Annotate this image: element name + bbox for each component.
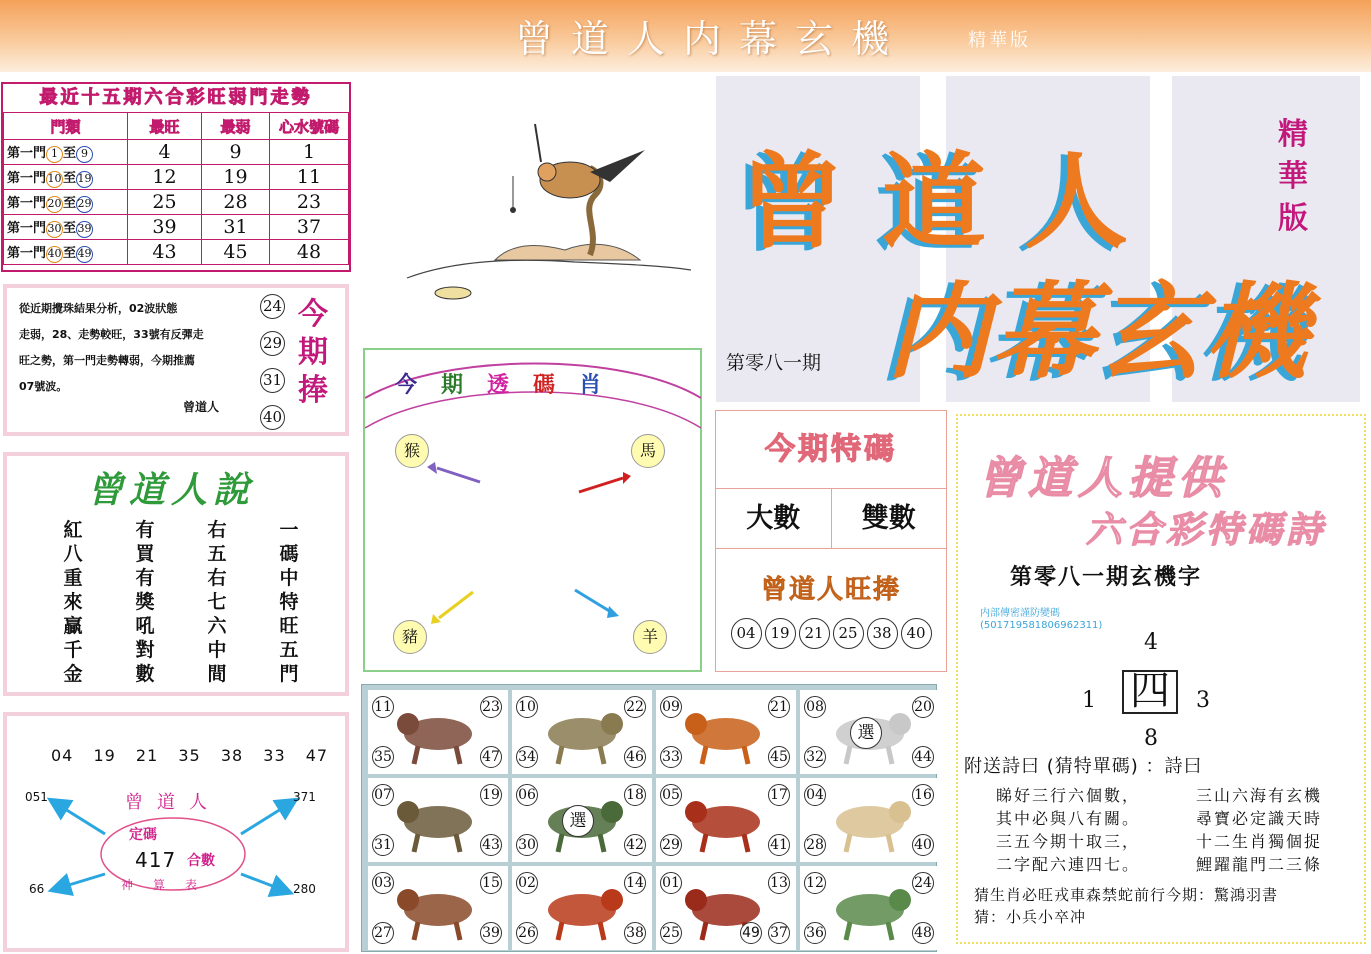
sayings-title: 曾道人說 — [87, 469, 256, 511]
trend-row — [4, 190, 349, 215]
special-number: 25 — [833, 618, 864, 649]
trend-cold: 31 — [202, 215, 270, 240]
zodiac-number: 46 — [624, 746, 646, 768]
zodiac-monkey: 猴 — [395, 434, 429, 468]
trend-table-panel — [1, 82, 351, 272]
fixed-code: 417 — [135, 848, 177, 872]
saying-char: 旺 — [279, 615, 299, 637]
trend-pick: 48 — [270, 240, 349, 265]
col-header-pick: 心水號碼 — [270, 113, 349, 140]
zodiac-number: 10 — [516, 696, 538, 718]
special-number: 04 — [731, 618, 762, 649]
door-label: 第一門 — [7, 245, 47, 261]
zodiac-cell — [368, 690, 508, 774]
saying-char: 重 — [63, 567, 83, 589]
saying-char: 門 — [279, 663, 299, 685]
trend-row — [4, 140, 349, 165]
sayings-panel — [3, 452, 349, 696]
special-even: 雙數 — [861, 503, 916, 534]
door-range — [4, 215, 128, 240]
verse-line: 二字配六連四七。 — [996, 855, 1141, 874]
trend-table — [3, 112, 349, 265]
verse-line: 十二生肖獨個捉 — [1196, 832, 1323, 851]
range-start: 20 — [46, 196, 63, 213]
digit-center: 四 — [1122, 670, 1178, 714]
zodiac-number: 21 — [768, 696, 790, 718]
trend-hot: 4 — [128, 140, 202, 165]
zodiac-cell — [656, 778, 796, 862]
col-header-hot: 最旺 — [128, 113, 202, 140]
zodiac-grid — [361, 684, 937, 952]
saying-char: 七 — [207, 591, 227, 613]
range-start: 1 — [46, 146, 63, 163]
zodiac-cell — [656, 866, 796, 950]
zodiac-number: 45 — [768, 746, 790, 768]
special-number: 21 — [799, 618, 830, 649]
range-end: 39 — [76, 221, 93, 238]
poem-inner: 内部傳密謹防變碼 — [980, 608, 1060, 619]
arrow-top-right — [241, 804, 289, 834]
door-label: 第一門 — [7, 195, 47, 211]
zodiac-pig: 豬 — [393, 620, 427, 654]
saying-char: 右 — [207, 519, 227, 541]
saying-char: 中 — [207, 639, 227, 661]
banner-edition: 精華版 — [1278, 117, 1308, 236]
zodiac-horse: 馬 — [631, 434, 665, 468]
arrow-bottom-left — [59, 874, 105, 888]
fixed-number: 33 — [263, 746, 286, 765]
saying-char: 有 — [135, 567, 155, 589]
special-wang: 曾道人旺捧 — [760, 575, 901, 605]
zodiac-number: 11 — [372, 696, 394, 718]
trend-hot: 12 — [128, 165, 202, 190]
trend-cold: 28 — [202, 190, 270, 215]
header-edition: 精華版 — [968, 30, 1031, 51]
zodiac-cell — [656, 690, 796, 774]
saying-char: 特 — [279, 591, 299, 613]
trend-hot: 39 — [128, 215, 202, 240]
zodiac-cell — [800, 778, 940, 862]
trend-pick: 11 — [270, 165, 349, 190]
special-number: 38 — [867, 618, 898, 649]
zodiac-number: 39 — [480, 922, 502, 944]
range-end: 49 — [76, 246, 93, 263]
trend-row — [4, 215, 349, 240]
pick-title-char: 透 — [487, 372, 534, 398]
range-end: 29 — [76, 196, 93, 213]
range-end: 19 — [76, 171, 93, 188]
saying-char: 間 — [207, 663, 227, 685]
poem-panel — [956, 414, 1366, 944]
poem-provider: 曾道人提供 — [978, 453, 1228, 504]
verse-line: 鯉躍龍門二三條 — [1196, 855, 1323, 874]
poem-guess2: 猜：小兵小卒冲 — [974, 908, 1087, 926]
fixed-ding-label: 定碼 — [129, 827, 157, 843]
digit-left: 1 — [1082, 688, 1096, 713]
zodiac-number: 08 — [804, 696, 826, 718]
door-range — [4, 190, 128, 215]
pick-title-char: 今 — [395, 372, 442, 398]
bird-illustration — [395, 110, 695, 310]
range-to-label: 至 — [63, 245, 77, 261]
saying-column — [275, 518, 303, 686]
trend-cold: 19 — [202, 165, 270, 190]
zodiac-number: 30 — [516, 834, 538, 856]
zodiac-number: 05 — [660, 784, 682, 806]
zodiac-number: 01 — [660, 872, 682, 894]
trend-title: 最近十五期六合彩旺弱門走勢 — [39, 87, 313, 108]
fixed-diagram — [7, 716, 349, 952]
zodiac-cell — [368, 778, 508, 862]
saying-char: 五 — [207, 543, 227, 565]
verse-right — [1196, 784, 1322, 876]
zodiac-goat: 羊 — [633, 620, 667, 654]
door-range — [4, 240, 128, 265]
zodiac-number: 47 — [480, 746, 502, 768]
zodiac-number: 23 — [480, 696, 502, 718]
trend-pick: 1 — [270, 140, 349, 165]
zodiac-number: 34 — [516, 746, 538, 768]
fixed-number: 04 — [51, 746, 74, 765]
zodiac-number: 36 — [804, 922, 826, 944]
zodiac-number: 44 — [912, 746, 934, 768]
range-start: 30 — [46, 221, 63, 238]
poem-serial: (501719581806962311) — [980, 620, 1103, 631]
corner-bottom-right: 280 — [293, 882, 316, 896]
zodiac-number: 28 — [804, 834, 826, 856]
range-end: 9 — [76, 146, 93, 163]
zodiac-number: 33 — [660, 746, 682, 768]
door-label: 第一門 — [7, 220, 47, 236]
analysis-line: 走弱，28、走勢較旺，33號有反彈走 — [19, 328, 204, 341]
banner-line1: 曾道人 — [740, 140, 1167, 263]
sayings-columns — [59, 518, 303, 686]
saying-char: 五 — [279, 639, 299, 661]
analysis-signature: 曾道人 — [183, 400, 220, 414]
pick-title-char: 碼 — [533, 372, 580, 398]
trend-row — [4, 165, 349, 190]
zodiac-number: 09 — [660, 696, 682, 718]
zodiac-number: 37 — [768, 922, 790, 944]
saying-char: 中 — [279, 567, 299, 589]
digit-top: 4 — [1144, 630, 1158, 655]
analysis-panel — [3, 284, 349, 436]
trend-cold: 45 — [202, 240, 270, 265]
fixed-brand: 曾道人 — [125, 792, 221, 813]
analysis-label: 今期捧 — [298, 297, 328, 408]
special-row — [716, 489, 946, 549]
saying-char: 吼 — [135, 615, 155, 637]
door-label: 第一門 — [7, 170, 47, 186]
range-to-label: 至 — [63, 145, 77, 161]
zodiac-number: 20 — [912, 696, 934, 718]
fixed-number: 21 — [135, 746, 159, 765]
trend-pick: 23 — [270, 190, 349, 215]
pick-title-char: 肖 — [579, 372, 626, 398]
trend-hot: 43 — [128, 240, 202, 265]
zodiac-number: 18 — [624, 784, 646, 806]
zodiac-number: 48 — [912, 922, 934, 944]
header-bar — [0, 0, 1371, 72]
poem-guess1: 猜生肖必旺戎車森禁蛇前行今期：驚鴻羽書 — [974, 886, 1279, 904]
zodiac-number: 15 — [480, 872, 502, 894]
col-header-cold: 最弱 — [202, 113, 270, 140]
fixed-code-label: 合數 — [187, 853, 215, 869]
zodiac-number: 22 — [624, 696, 646, 718]
saying-column — [59, 518, 87, 686]
zodiac-number: 42 — [624, 834, 646, 856]
saying-char: 一 — [279, 519, 299, 541]
saying-char: 金 — [63, 663, 83, 685]
saying-column — [203, 518, 231, 686]
zodiac-number: 25 — [660, 922, 682, 944]
number-circle: 40 — [260, 405, 285, 430]
zodiac-number: 26 — [516, 922, 538, 944]
selected-mark: 選 — [562, 805, 594, 837]
digit-right: 3 — [1196, 688, 1210, 713]
banner-period: 第零八一期 — [726, 352, 822, 374]
analysis-line: 旺之勢，第一門走勢轉弱，今期推薦 — [19, 354, 195, 367]
saying-char: 對 — [135, 639, 155, 661]
number-circle: 29 — [260, 331, 285, 356]
saying-char: 有 — [135, 519, 155, 541]
zodiac-number: 24 — [912, 872, 934, 894]
header-title: 曾道人内幕玄機 — [515, 17, 908, 61]
verse-line: 三五今期十取三， — [996, 832, 1141, 851]
zodiac-number: 17 — [768, 784, 790, 806]
poem-subtitle: 六合彩特碼詩 — [1086, 509, 1327, 551]
fixed-number: 19 — [93, 746, 116, 765]
analysis-numbers — [260, 294, 285, 442]
fixed-footer: 神算表 — [121, 878, 218, 892]
zodiac-number: 03 — [372, 872, 394, 894]
saying-char: 獎 — [135, 591, 155, 613]
zodiac-cell — [512, 866, 652, 950]
poem-period: 第零八一期玄機字 — [1010, 564, 1203, 590]
saying-char: 紅 — [63, 519, 83, 541]
corner-top-right: 371 — [293, 790, 316, 804]
zodiac-cell — [800, 866, 940, 950]
zodiac-number: 07 — [372, 784, 394, 806]
range-start: 40 — [46, 246, 63, 263]
title-banner — [716, 72, 1360, 402]
trend-pick: 37 — [270, 215, 349, 240]
zodiac-number: 35 — [372, 746, 394, 768]
saying-column — [131, 518, 159, 686]
analysis-line: 07號波。 — [19, 380, 68, 393]
zodiac-number: 38 — [624, 922, 646, 944]
col-header-door: 門類 — [4, 113, 128, 140]
arrow-top-left — [57, 804, 105, 834]
zodiac-number: 41 — [768, 834, 790, 856]
fixed-number: 38 — [220, 746, 244, 765]
zodiac-number: 04 — [804, 784, 826, 806]
zodiac-cell — [512, 690, 652, 774]
zodiac-number: 12 — [804, 872, 826, 894]
zodiac-cell — [512, 778, 652, 862]
fixed-number: 35 — [178, 746, 201, 765]
saying-char: 碼 — [279, 543, 299, 565]
zodiac-number: 14 — [624, 872, 646, 894]
zodiac-number: 02 — [516, 872, 538, 894]
saying-char: 千 — [63, 639, 83, 661]
special-number: 19 — [765, 618, 796, 649]
saying-char: 六 — [207, 615, 227, 637]
verse-line: 睇好三行六個數， — [996, 786, 1141, 805]
trend-row — [4, 240, 349, 265]
special-code-panel — [715, 410, 947, 672]
arrow-bottom-right — [241, 874, 283, 890]
zodiac-number: 13 — [768, 872, 790, 894]
pick-title — [395, 368, 625, 399]
fixed-number: 47 — [305, 746, 329, 765]
analysis-text — [19, 296, 251, 400]
number-circle: 31 — [260, 368, 285, 393]
trend-hot: 25 — [128, 190, 202, 215]
trend-cold: 9 — [202, 140, 270, 165]
special-numbers — [716, 618, 946, 649]
corner-bottom-left: 66 — [29, 882, 45, 896]
saying-char: 數 — [135, 663, 155, 685]
range-to-label: 至 — [63, 170, 77, 186]
fixed-code-panel — [3, 712, 349, 952]
zodiac-pick-panel — [363, 348, 702, 672]
range-to-label: 至 — [63, 220, 77, 236]
zodiac-number: 31 — [372, 834, 394, 856]
pick-title-char: 期 — [441, 372, 488, 398]
verse-line: 三山六海有玄機 — [1196, 786, 1323, 805]
poem-intro: 附送詩曰 (猜特單碼) ：詩曰 — [964, 756, 1203, 777]
zodiac-number: 19 — [480, 784, 502, 806]
analysis-line: 從近期攪珠結果分析，02波狀態 — [19, 302, 178, 315]
door-range — [4, 165, 128, 190]
special-title: 今期特碼 — [716, 411, 946, 489]
range-to-label: 至 — [63, 195, 77, 211]
zodiac-cell — [800, 690, 940, 774]
zodiac-number: 43 — [480, 834, 502, 856]
banner-line2: 内幕玄機 — [886, 270, 1311, 393]
zodiac-number: 40 — [912, 834, 934, 856]
zodiac-number: 49 — [740, 922, 762, 944]
number-circle: 24 — [260, 294, 285, 319]
saying-char: 贏 — [63, 615, 83, 637]
special-big: 大數 — [716, 489, 832, 548]
zodiac-number: 06 — [516, 784, 538, 806]
zodiac-cell — [368, 866, 508, 950]
digit-bottom: 8 — [1144, 726, 1158, 751]
saying-char: 右 — [207, 567, 227, 589]
zodiac-number: 29 — [660, 834, 682, 856]
verse-left — [996, 784, 1140, 876]
corner-top-left: 051 — [25, 790, 48, 804]
door-range — [4, 140, 128, 165]
range-start: 10 — [46, 171, 63, 188]
saying-char: 八 — [63, 543, 83, 565]
zodiac-number: 27 — [372, 922, 394, 944]
zodiac-number: 16 — [912, 784, 934, 806]
door-label: 第一門 — [7, 145, 47, 161]
saying-char: 來 — [63, 591, 83, 613]
zodiac-number: 32 — [804, 746, 826, 768]
verse-line: 其中必與八有關。 — [996, 809, 1141, 828]
verse-line: 尋寶必定識天時 — [1196, 809, 1323, 828]
special-number: 40 — [901, 618, 932, 649]
selected-mark: 選 — [850, 717, 882, 749]
saying-char: 買 — [135, 543, 155, 565]
